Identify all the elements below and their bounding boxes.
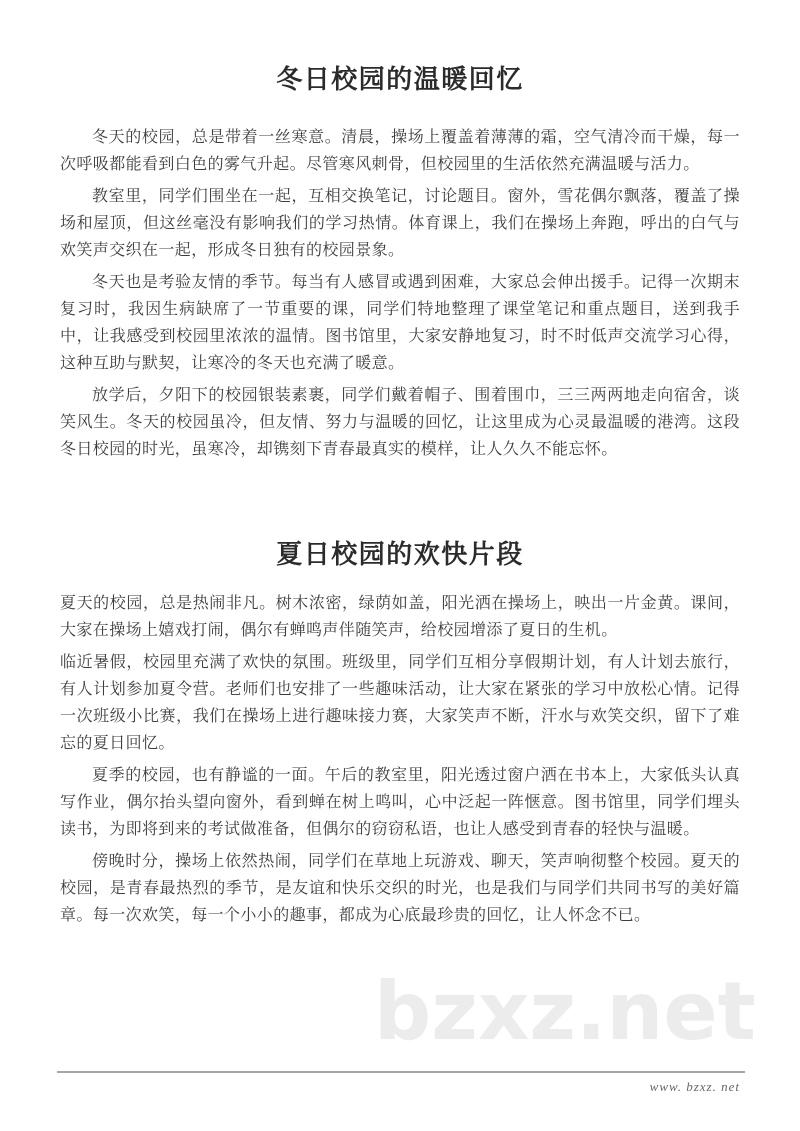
essay-section-winter xyxy=(60,64,740,463)
essay-title-winter: 冬日校园的温暖回忆 xyxy=(276,64,524,94)
footer-url: www. bzxz. net xyxy=(649,1079,740,1094)
essay-paragraph: 夏季的校园，也有静谧的一面。午后的教室里，阳光透过窗户洒在书本上，大家低头认真写作业，偶尔抬头望向窗外，看到蝉在树上鸣叫，心中泛起一阵惬意。图书馆里，同学们埋头读书，为即将到来的考试做准备，但偶尔的窃窃私语，也让人感受到青春的轻快与温暖。 xyxy=(60,767,740,838)
essay-paragraph: 冬天也是考验友情的季节。每当有人感冒或遇到困难，大家总会伸出援手。记得一次期末复习时，我因生病缺席了一节重要的课，同学们特地整理了课堂笔记和重点题目，送到我手中，让我感受到校园里浓浓的温情。图书馆里，大家安静地复习，时不时低声交流学习心得，这种互助与默契，让寒冷的冬天也充满了暖意。 xyxy=(60,274,740,372)
essay-paragraph: 教室里，同学们围坐在一起，互相交换笔记，讨论题目。窗外，雪花偶尔飘落，覆盖了操场和屋顶，但这丝毫没有影响我们的学习热情。体育课上，我们在操场上奔跑，呼出的白气与欢笑声交织在一起，形成冬日独有的校园景象。 xyxy=(60,188,740,259)
essay-paragraph: 夏天的校园，总是热闹非凡。树木浓密，绿荫如盖，阳光洒在操场上，映出一片金黄。课间，大家在操场上嬉戏打闹，偶尔有蝉鸣声伴随笑声，给校园增添了夏日的生机。 xyxy=(60,595,740,639)
essay-paragraph: 傍晚时分，操场上依然热闹，同学们在草地上玩游戏、聊天，笑声响彻整个校园。夏天的校园，是青春最热烈的季节，是友谊和快乐交织的时光，也是我们与同学们共同书写的美好篇章。每一次欢笑，每一个小小的趣事，都成为心底最珍贵的回忆，让人怀念不已。 xyxy=(60,853,740,924)
footer-divider xyxy=(57,1071,745,1073)
watermark-text: bzxz.net xyxy=(374,965,756,1058)
essay-paragraph: 放学后，夕阳下的校园银装素裹，同学们戴着帽子、围着围巾，三三两两地走向宿舍，谈笑风生。冬天的校园虽冷，但友情、努力与温暖的回忆，让这里成为心灵最温暖的港湾。这段冬日校园的时光，虽寒冷，却镌刻下青春最真实的模样，让人久久不能忘怀。 xyxy=(60,387,740,458)
essay-title-summer: 夏日校园的欢快片段 xyxy=(276,539,524,569)
essay-section-summer xyxy=(60,539,740,929)
essay-paragraph: 临近暑假，校园里充满了欢快的氛围。班级里，同学们互相分享假期计划，有人计划去旅行，有人计划参加夏令营。老师们也安排了一些趣味活动，让大家在紧张的学习中放松心情。记得一次班级小比赛，我们在操场上进行趣味接力赛，大家笑声不断，汗水与欢笑交织，留下了难忘的夏日回忆。 xyxy=(60,654,740,752)
essay-paragraph: 冬天的校园，总是带着一丝寒意。清晨，操场上覆盖着薄薄的霜，空气清冷而干燥，每一次呼吸都能看到白色的雾气升起。尽管寒风刺骨，但校园里的生活依然充满温暖与活力。 xyxy=(60,129,740,173)
